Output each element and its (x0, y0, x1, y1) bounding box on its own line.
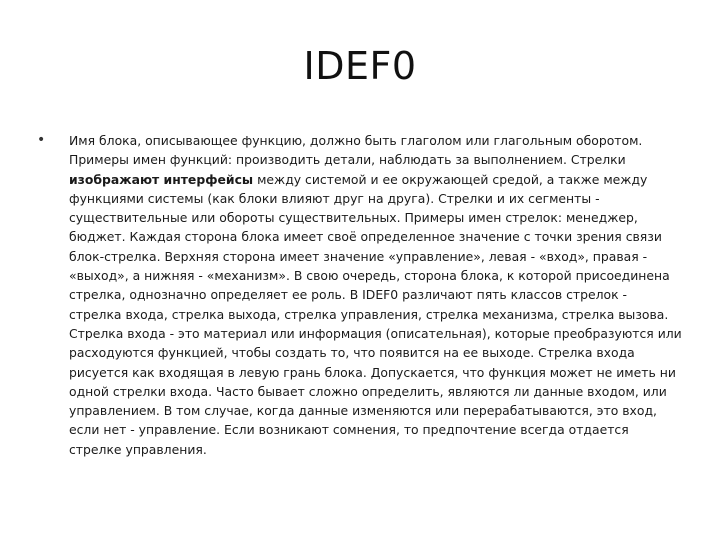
paragraph-bold-phrase: изображают интерфейсы (69, 171, 254, 187)
slide-title: IDEF0 (303, 44, 417, 88)
paragraph-text-part1: Имя блока, описывающее функцию, должно быть глаголом или глагольным оборотом. Примеры имен функций: производить детали, наблюдать за выполнением. Стрелки (69, 133, 643, 168)
paragraph-text-part2: между системой и ее окружающей средой, а также между функциями системы (как блоки влияют друг на друга). Стрелки и их сегменты - существительные или обороты существительных. Примеры имен стрелок: менеджер, бюджет. Каждая сторона блока имеет своё определенное значение с точки зрения связи блок-стрелка. Верхняя сторона имеет значение «управление», левая - «вход», правая - «выход», а нижняя - «механизм». В свою очередь, сторона блока, к которой присоединена стрелка, однозначно определяет ее роль. В IDEF0 различают пять классов стрелок - стрелка входа, стрелка выхода, стрелка управления, стрелка механизма, стрелка вызова. Стрелка входа - это материал или информация (описательная), которые преобразуются или расходуются функцией, чтобы создать то, что появится на ее выходе. Стрелка входа рисуется как входящая в левую грань блока. Допускается, что функция может не иметь ни одной стрелки входа. Часто бывает сложно определить, являются ли данные входом, или управлением. В том случае, когда данные изменяются или перерабатываются, это вход, если нет - управление. Если возникают сомнения, то предпочтение всегда отдается стрелке управления. (69, 171, 682, 457)
bullet-marker: • (37, 132, 46, 148)
bullet-paragraph (69, 131, 683, 459)
